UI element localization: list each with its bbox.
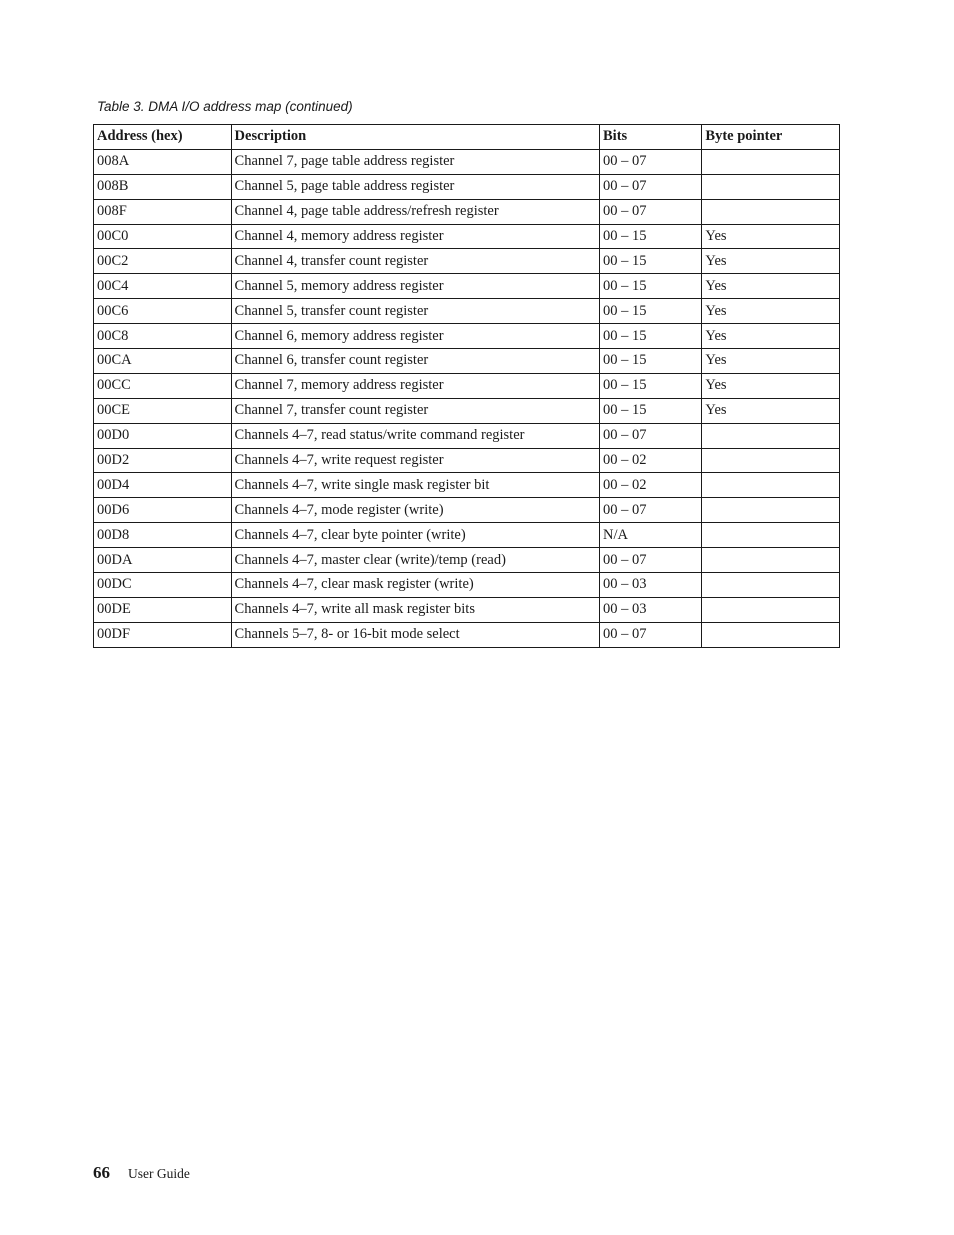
table-row — [94, 473, 840, 498]
bits-cell: 00 – 03 — [600, 597, 702, 622]
bits-cell: 00 – 15 — [600, 349, 702, 374]
table-caption: Table 3. DMA I/O address map (continued) — [97, 99, 353, 114]
table-body — [94, 149, 840, 647]
bits-cell: 00 – 07 — [600, 498, 702, 523]
byte-pointer-cell — [702, 523, 840, 548]
byte-pointer-cell — [702, 622, 840, 647]
description-cell: Channel 7, transfer count register — [231, 398, 599, 423]
bits-cell: N/A — [600, 523, 702, 548]
document-title: User Guide — [128, 1166, 190, 1181]
page-number: 66 — [93, 1163, 110, 1182]
address-cell: 00CC — [94, 373, 232, 398]
table-row — [94, 349, 840, 374]
address-cell: 008F — [94, 199, 232, 224]
byte-pointer-cell — [702, 548, 840, 573]
table-row — [94, 274, 840, 299]
bits-cell: 00 – 15 — [600, 324, 702, 349]
byte-pointer-cell: Yes — [702, 349, 840, 374]
description-cell: Channels 4–7, write request register — [231, 448, 599, 473]
description-cell: Channels 4–7, master clear (write)/temp (read) — [231, 548, 599, 573]
bits-cell: 00 – 15 — [600, 299, 702, 324]
byte-pointer-cell — [702, 174, 840, 199]
header-address: Address (hex) — [94, 125, 232, 150]
table-row — [94, 573, 840, 598]
page-footer — [93, 1163, 190, 1183]
address-cell: 00C4 — [94, 274, 232, 299]
address-cell: 00D2 — [94, 448, 232, 473]
table-row — [94, 373, 840, 398]
description-cell: Channels 4–7, write single mask register bit — [231, 473, 599, 498]
byte-pointer-cell: Yes — [702, 373, 840, 398]
address-cell: 00CA — [94, 349, 232, 374]
table-row — [94, 174, 840, 199]
byte-pointer-cell — [702, 149, 840, 174]
table-row — [94, 249, 840, 274]
address-cell: 00DE — [94, 597, 232, 622]
description-cell: Channels 4–7, read status/write command register — [231, 423, 599, 448]
table-row — [94, 423, 840, 448]
bits-cell: 00 – 02 — [600, 473, 702, 498]
bits-cell: 00 – 07 — [600, 199, 702, 224]
byte-pointer-cell — [702, 597, 840, 622]
address-cell: 008B — [94, 174, 232, 199]
address-cell: 00D4 — [94, 473, 232, 498]
bits-cell: 00 – 07 — [600, 423, 702, 448]
bits-cell: 00 – 07 — [600, 174, 702, 199]
description-cell: Channels 4–7, mode register (write) — [231, 498, 599, 523]
table-row — [94, 523, 840, 548]
bits-cell: 00 – 15 — [600, 373, 702, 398]
table-row — [94, 398, 840, 423]
description-cell: Channel 4, memory address register — [231, 224, 599, 249]
bits-cell: 00 – 07 — [600, 548, 702, 573]
description-cell: Channel 6, memory address register — [231, 324, 599, 349]
address-cell: 00C8 — [94, 324, 232, 349]
description-cell: Channel 6, transfer count register — [231, 349, 599, 374]
byte-pointer-cell — [702, 448, 840, 473]
address-cell: 00DA — [94, 548, 232, 573]
header-bits: Bits — [600, 125, 702, 150]
address-cell: 00C0 — [94, 224, 232, 249]
table-row — [94, 199, 840, 224]
table-row — [94, 149, 840, 174]
address-cell: 00DC — [94, 573, 232, 598]
bits-cell: 00 – 07 — [600, 149, 702, 174]
description-cell: Channels 4–7, clear byte pointer (write) — [231, 523, 599, 548]
address-cell: 00C2 — [94, 249, 232, 274]
address-cell: 00CE — [94, 398, 232, 423]
bits-cell: 00 – 15 — [600, 398, 702, 423]
bits-cell: 00 – 02 — [600, 448, 702, 473]
byte-pointer-cell: Yes — [702, 299, 840, 324]
address-cell: 00D0 — [94, 423, 232, 448]
table-header-row — [94, 125, 840, 150]
description-cell: Channels 4–7, clear mask register (write) — [231, 573, 599, 598]
byte-pointer-cell — [702, 199, 840, 224]
description-cell: Channel 5, memory address register — [231, 274, 599, 299]
bits-cell: 00 – 07 — [600, 622, 702, 647]
table-row — [94, 622, 840, 647]
header-byte-pointer: Byte pointer — [702, 125, 840, 150]
address-cell: 00D6 — [94, 498, 232, 523]
table-row — [94, 224, 840, 249]
byte-pointer-cell: Yes — [702, 274, 840, 299]
description-cell: Channel 5, transfer count register — [231, 299, 599, 324]
table-row — [94, 498, 840, 523]
address-cell: 00DF — [94, 622, 232, 647]
table-row — [94, 299, 840, 324]
table-row — [94, 324, 840, 349]
description-cell: Channels 5–7, 8- or 16-bit mode select — [231, 622, 599, 647]
byte-pointer-cell — [702, 573, 840, 598]
table-row — [94, 448, 840, 473]
bits-cell: 00 – 15 — [600, 274, 702, 299]
bits-cell: 00 – 03 — [600, 573, 702, 598]
description-cell: Channels 4–7, write all mask register bits — [231, 597, 599, 622]
byte-pointer-cell — [702, 423, 840, 448]
address-cell: 00C6 — [94, 299, 232, 324]
table-row — [94, 548, 840, 573]
byte-pointer-cell: Yes — [702, 324, 840, 349]
description-cell: Channel 4, transfer count register — [231, 249, 599, 274]
dma-address-table — [93, 124, 840, 648]
header-description: Description — [231, 125, 599, 150]
byte-pointer-cell: Yes — [702, 398, 840, 423]
byte-pointer-cell: Yes — [702, 224, 840, 249]
description-cell: Channel 7, page table address register — [231, 149, 599, 174]
byte-pointer-cell — [702, 473, 840, 498]
table-row — [94, 597, 840, 622]
byte-pointer-cell — [702, 498, 840, 523]
description-cell: Channel 4, page table address/refresh register — [231, 199, 599, 224]
description-cell: Channel 7, memory address register — [231, 373, 599, 398]
byte-pointer-cell: Yes — [702, 249, 840, 274]
address-cell: 008A — [94, 149, 232, 174]
address-cell: 00D8 — [94, 523, 232, 548]
bits-cell: 00 – 15 — [600, 249, 702, 274]
description-cell: Channel 5, page table address register — [231, 174, 599, 199]
bits-cell: 00 – 15 — [600, 224, 702, 249]
